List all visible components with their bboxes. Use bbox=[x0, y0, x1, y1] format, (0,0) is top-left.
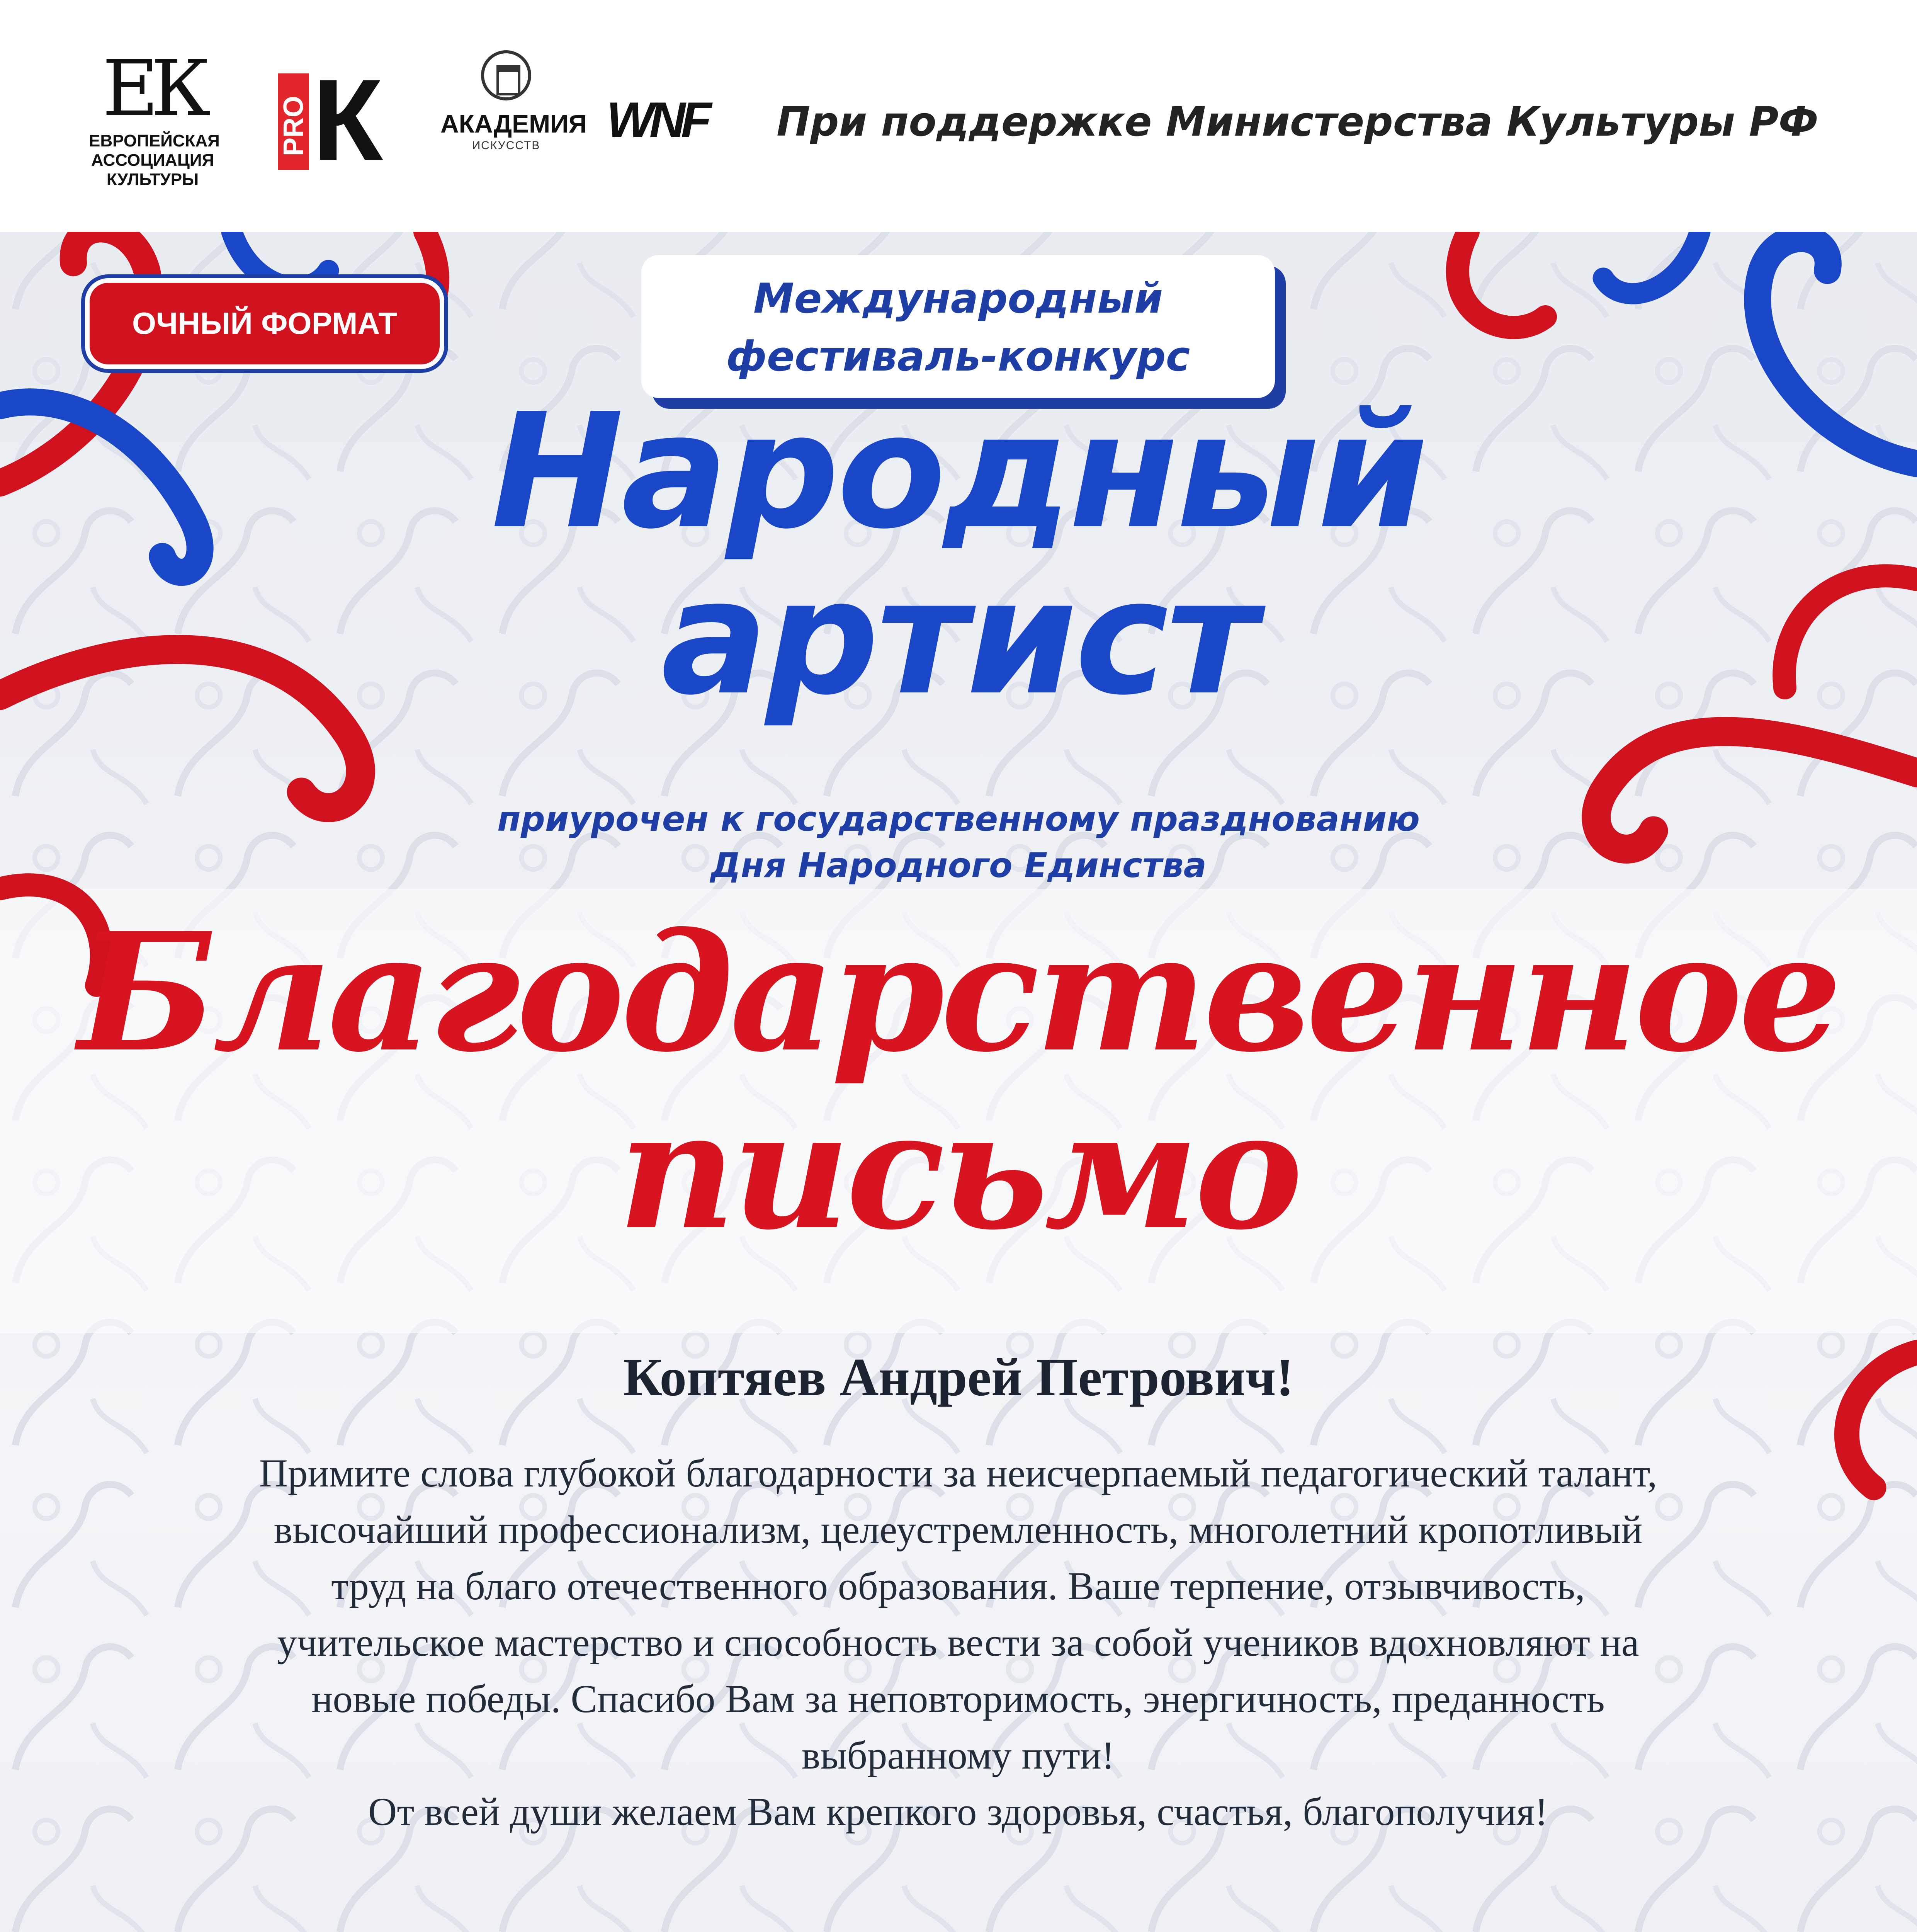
wnf-logo: WNF bbox=[607, 92, 707, 148]
message-line: труд на благо отечественного образования. Ваше терпение, отзывчивость, bbox=[331, 1564, 1585, 1608]
eac-logo-mark: ЕК bbox=[102, 44, 203, 134]
eac-logo-line-2: АССОЦИАЦИЯ bbox=[91, 151, 214, 170]
festival-title-line-2: артист bbox=[661, 545, 1256, 730]
festival-type-line-1: Международный bbox=[753, 275, 1163, 322]
message-line: Примите слова глубокой благодарности за неисчерпаемый педагогический талант, bbox=[259, 1451, 1657, 1495]
message-line: выбранному пути! bbox=[801, 1733, 1115, 1777]
academy-emblem-icon bbox=[481, 50, 531, 100]
academy-logo bbox=[440, 50, 587, 178]
eac-logo-line-1: ЕВРОПЕЙСКАЯ bbox=[89, 131, 220, 150]
academy-logo-subtitle: ИСКУССТВ bbox=[472, 139, 540, 152]
eac-logo-line-3: КУЛЬТУРЫ bbox=[106, 170, 199, 189]
prok-logo-k: К bbox=[312, 55, 383, 185]
prok-logo bbox=[278, 55, 394, 185]
festival-subtitle-line-2: Дня Народного Единства bbox=[710, 845, 1207, 885]
eac-logo bbox=[89, 44, 220, 189]
prok-logo-pro: PRO bbox=[278, 95, 309, 156]
recipient-name: Коптяев Андрей Петрович! bbox=[623, 1347, 1294, 1407]
document-title-line-2: письмо bbox=[618, 1075, 1299, 1266]
ministry-support-text: При поддержке Министерства Культуры РФ bbox=[777, 98, 1818, 145]
festival-title-line-1: Народный bbox=[491, 379, 1426, 564]
festival-subtitle-line-1: приурочен к государственному празднованию bbox=[497, 799, 1420, 839]
message-line: От всей души желаем Вам крепкого здоровья, счастья, благополучия! bbox=[368, 1790, 1548, 1834]
document-title-line-1: Благодарственное bbox=[78, 898, 1838, 1088]
header-bar bbox=[0, 0, 1917, 232]
message-line: высочайший профессионализм, целеустремленность, многолетний кропотливый bbox=[274, 1508, 1643, 1552]
festival-type-box bbox=[641, 255, 1275, 398]
message-line: новые победы. Спасибо Вам за неповторимость, энергичность, преданность bbox=[311, 1677, 1605, 1721]
format-badge: ОЧНЫЙ ФОРМАТ bbox=[85, 278, 444, 369]
message-line: учительское мастерство и способность вести за собой учеников вдохновляют на bbox=[277, 1621, 1639, 1665]
festival-type-line-2: фестиваль-конкурс bbox=[726, 333, 1190, 380]
gratitude-message bbox=[127, 1445, 1789, 1840]
academy-logo-title: АКАДЕМИЯ bbox=[440, 109, 587, 138]
